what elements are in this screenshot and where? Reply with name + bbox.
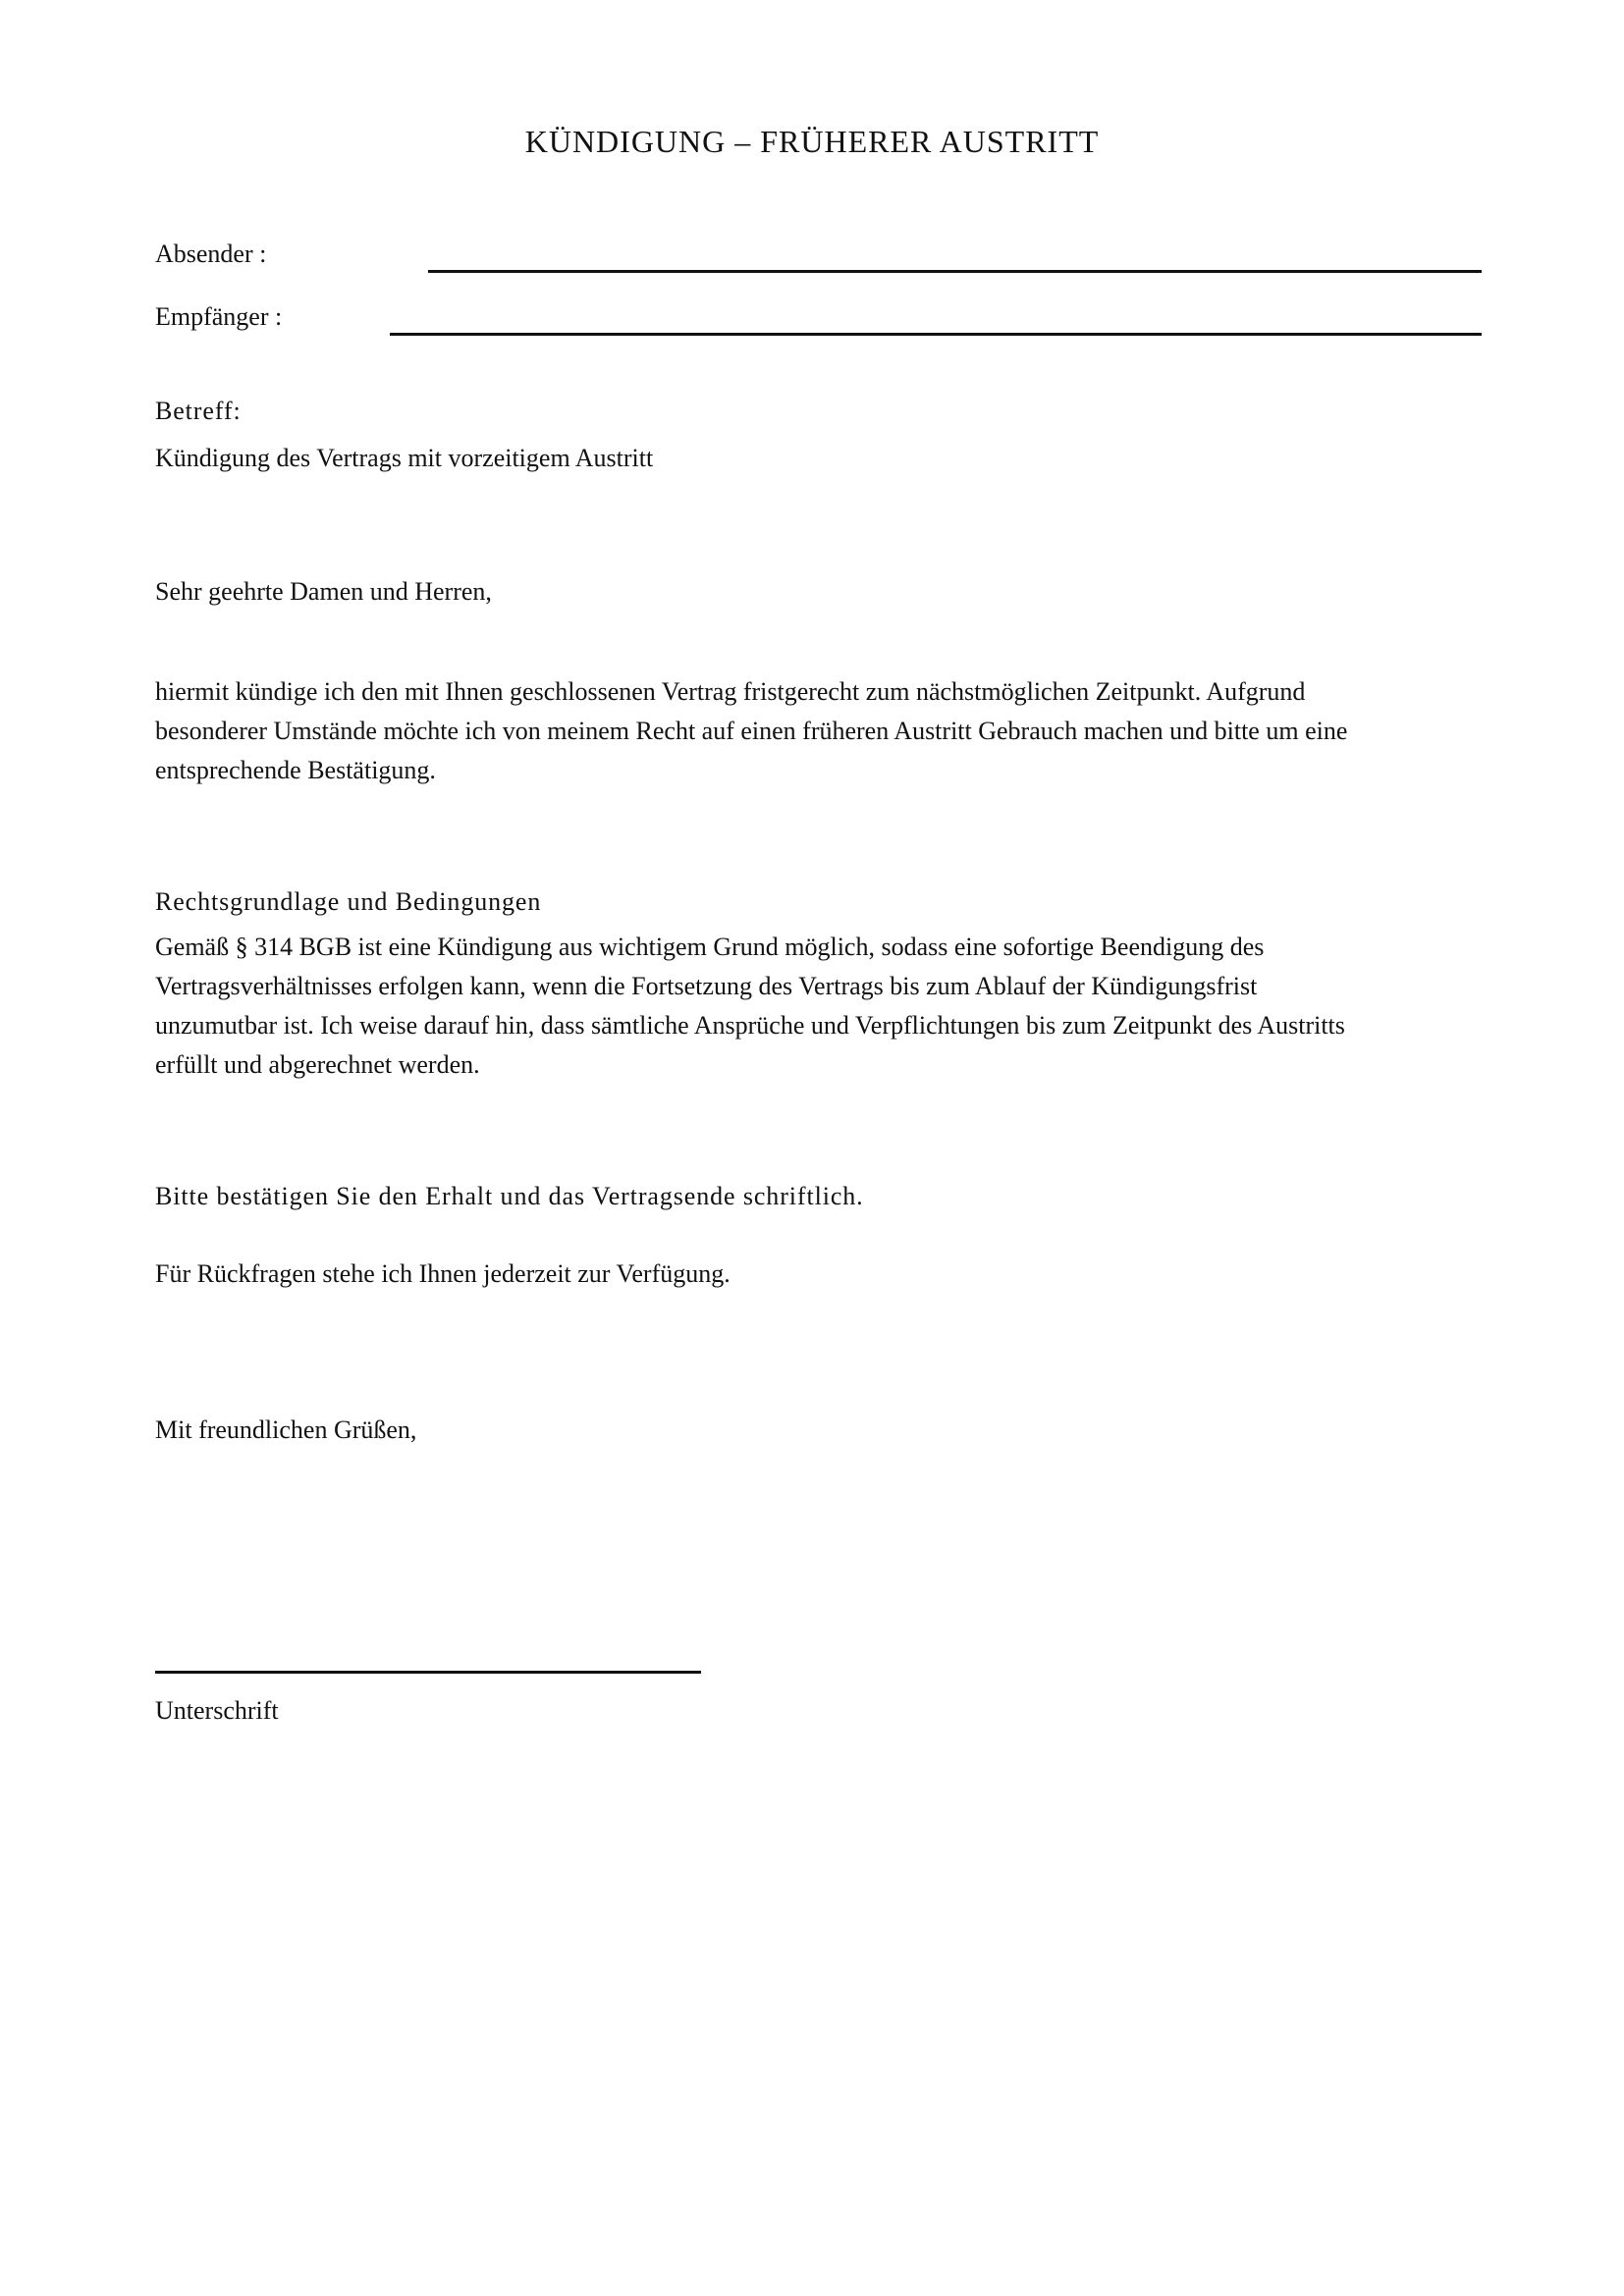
confirmation-request: Bitte bestätigen Sie den Erhalt und das Vertragsende schriftlich. xyxy=(155,1182,864,1210)
closing: Mit freundlichen Grüßen, xyxy=(155,1415,417,1444)
salutation: Sehr geehrte Damen und Herren, xyxy=(155,577,492,606)
recipient-fill-line xyxy=(390,333,1482,336)
recipient-label: Empfänger : xyxy=(155,302,283,331)
subject-label: Betreff: xyxy=(155,397,242,425)
legal-section-heading: Rechtsgrundlage und Bedingungen xyxy=(155,887,542,916)
legal-line: Gemäß § 314 BGB ist eine Kündigung aus wichtigem Grund möglich, sodass eine sofortige Beendigung des xyxy=(155,933,1265,961)
sender-fill-line xyxy=(428,270,1482,273)
legal-line: unzumutbar ist. Ich weise darauf hin, dass sämtliche Ansprüche und Verpflichtungen bis zum Zeitpunkt des Austritts xyxy=(155,1011,1345,1040)
sender-label: Absender : xyxy=(155,240,267,268)
legal-line: Vertragsverhältnisses erfolgen kann, wenn die Fortsetzung des Vertrags bis zum Ablauf der Kündigungsfrist xyxy=(155,972,1258,1000)
contact-note: Für Rückfragen stehe ich Ihnen jederzeit zur Verfügung. xyxy=(155,1259,731,1288)
document-title: KÜNDIGUNG – FRÜHERER AUSTRITT xyxy=(524,124,1100,159)
subject-text: Kündigung des Vertrags mit vorzeitigem Austritt xyxy=(155,444,654,472)
intro-line: besonderer Umstände möchte ich von meinem Recht auf einen früheren Austritt Gebrauch machen und bitte um eine xyxy=(155,717,1348,745)
legal-line: erfüllt und abgerechnet werden. xyxy=(155,1050,480,1079)
signature-line xyxy=(155,1671,701,1674)
intro-paragraph xyxy=(155,672,1481,790)
intro-line: hiermit kündige ich den mit Ihnen geschlossenen Vertrag fristgerecht zum nächstmöglichen Zeitpunkt. Aufgrund xyxy=(155,677,1306,706)
intro-line: entsprechende Bestätigung. xyxy=(155,756,436,784)
legal-section-body xyxy=(155,928,1481,1085)
signature-label: Unterschrift xyxy=(155,1696,279,1725)
